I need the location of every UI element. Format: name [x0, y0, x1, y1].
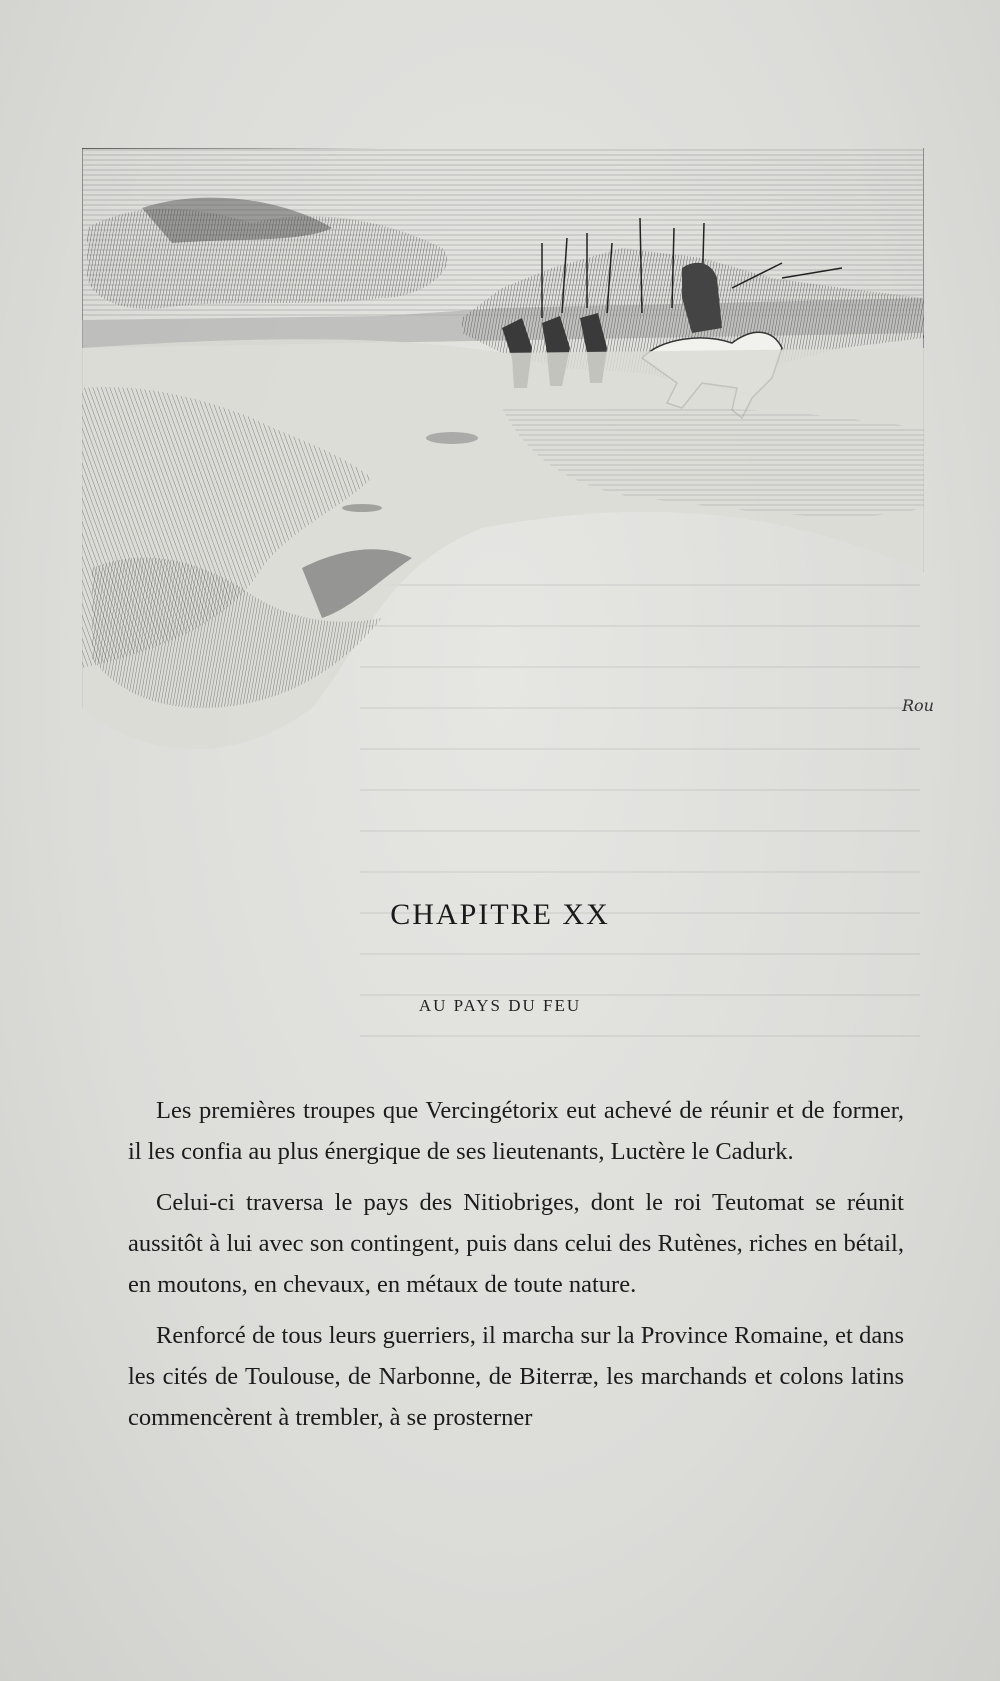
- chapter-subtitle: AU PAYS DU FEU: [418, 996, 582, 1015]
- chapter-title: CHAPITRE XX: [390, 898, 610, 931]
- chapter-illustration: [82, 148, 934, 760]
- paragraph-3: Renforcé de tous leurs guerriers, il marcha sur la Province Romaine, et dans les cités de Toulouse, de Narbonne, de Biterræ, les marchands et colons latins commencèrent à trembler, à se prosterner: [128, 1322, 904, 1431]
- engraver-signature: Rou: [902, 696, 934, 715]
- paragraph-2: Celui-ci traversa le pays des Nitiobriges, dont le roi Teutomat se réunit aussitôt à lui avec son contingent, puis dans celui des Rutènes, riches en bétail, en moutons, en chevaux, en métaux de toute nature.: [128, 1189, 904, 1298]
- body-text: [128, 1090, 904, 1448]
- paragraph-1: Les premières troupes que Vercingétorix eut achevé de réunir et de former, il les confia au plus énergique de ses lieutenants, Luctère le Cadurk.: [128, 1097, 904, 1165]
